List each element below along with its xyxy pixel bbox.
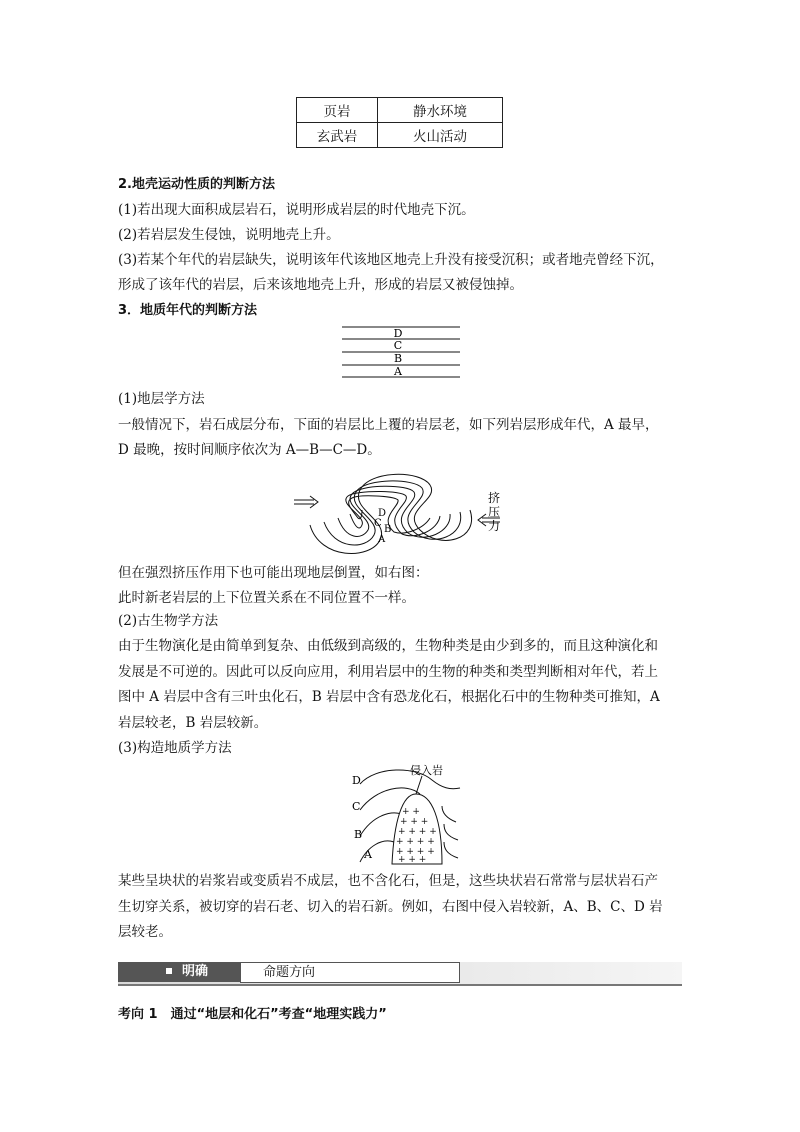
fold-label-b: B <box>384 524 392 535</box>
square-bullet-icon <box>166 968 172 974</box>
sub1-title: (1)地层学方法 <box>118 391 205 407</box>
intrusion-layer-b: B <box>354 828 363 841</box>
svg-text:+ + + +: + + + + <box>396 837 435 847</box>
section2-item: (3)若某个年代的岩层缺失，说明该年代该地区地壳上升没有接受沉积；或者地壳曾经下沉， <box>118 252 664 268</box>
svg-text:+ + + +: + + + + <box>396 847 435 857</box>
sub2-line: 图中 A 岩层中含有三叶虫化石，B 岩层中含有恐龙化石，根据化石中的生物种类可推知，A <box>118 689 660 705</box>
sub2-line: 由于生物演化是由简单到复杂、由低级到高级的，生物种类是由少到多的，而且这种演化和 <box>118 638 658 654</box>
intrusion-layer-a: A <box>364 848 372 861</box>
svg-text:+ + +: + + + <box>400 817 429 827</box>
sub3-line: 生切穿关系，被切穿的岩石老、切入的岩石新。例如，右图中侵入岩较新，A、B、C、D 岩 <box>118 899 663 915</box>
force-label-char: 力 <box>488 519 501 533</box>
intrusion-figure <box>346 762 476 867</box>
force-label-char: 压 <box>488 505 501 519</box>
sub2-title: (2)古生物学方法 <box>118 613 219 629</box>
section2-heading: 2.地壳运动性质的判断方法 <box>118 177 275 192</box>
footer-heading: 考向 1 通过“地层和化石”考查“地理实践力” <box>118 1007 387 1022</box>
sub3-line: 层较老。 <box>118 924 172 940</box>
sub2-line: 发展是不可逆的。因此可以反向应用，利用岩层中的生物的种类和类型判断相对年代，若上 <box>118 664 658 680</box>
svg-text:+ +: + + <box>402 807 420 817</box>
table-row <box>297 98 503 123</box>
svg-text:+ + +: + + + <box>398 855 427 865</box>
banner-rule <box>118 984 682 986</box>
strata-label-c: C <box>393 339 403 352</box>
strata-label-b: B <box>393 352 403 365</box>
rock-environment-table <box>296 97 503 148</box>
fold-label-a: A <box>378 534 386 545</box>
banner-label: 明确 <box>182 964 209 979</box>
table-cell-environment: 静水环境 <box>378 98 503 123</box>
sub1-after-line: 此时新老岩层的上下位置关系在不同位置不一样。 <box>118 590 415 606</box>
intrusion-label: 侵入岩 <box>410 764 443 777</box>
section3-heading: 3．地质年代的判断方法 <box>118 303 258 318</box>
banner-label-block <box>118 962 240 982</box>
table-cell-environment: 火山活动 <box>378 123 503 148</box>
sub3-line: 某些呈块状的岩浆岩或变质岩不成层，也不含化石，但是，这些块状岩石常常与层状岩石产 <box>118 873 658 889</box>
section-banner <box>118 962 682 986</box>
banner-tab: 命题方向 <box>240 962 460 983</box>
force-label-char: 挤 <box>488 491 501 505</box>
fold-figure <box>290 470 510 560</box>
sub3-title: (3)构造地质学方法 <box>118 740 232 756</box>
sub1-line: D 最晚，按时间顺序依次为 A—B—C—D。 <box>118 442 381 458</box>
section2-item: (1)若出现大面积成层岩石，说明形成岩层的时代地壳下沉。 <box>118 202 475 218</box>
strata-label-d: D <box>393 327 403 340</box>
table-cell-rock: 页岩 <box>297 98 378 123</box>
table-cell-rock: 玄武岩 <box>297 123 378 148</box>
intrusion-layer-c: C <box>352 800 361 813</box>
strata-figure <box>340 325 462 379</box>
section2-item: 形成了该年代的岩层，后来该地地壳上升，形成的岩层又被侵蚀掉。 <box>118 277 523 293</box>
fold-label-d: D <box>378 508 387 519</box>
table-row <box>297 123 503 148</box>
fold-label-c: C <box>374 518 382 529</box>
intrusion-layer-d: D <box>352 774 361 787</box>
sub1-after-line: 但在强烈挤压作用下也可能出现地层倒置，如右图： <box>118 565 429 581</box>
svg-text:+ + + +: + + + + <box>398 827 437 837</box>
strata-label-a: A <box>394 365 402 378</box>
sub1-line: 一般情况下，岩石成层分布，下面的岩层比上覆的岩层老，如下列岩层形成年代，A 最早， <box>118 417 659 433</box>
section2-item: (2)若岩层发生侵蚀，说明地壳上升。 <box>118 227 340 243</box>
sub2-line: 岩层较老，B 岩层较新。 <box>118 715 268 731</box>
